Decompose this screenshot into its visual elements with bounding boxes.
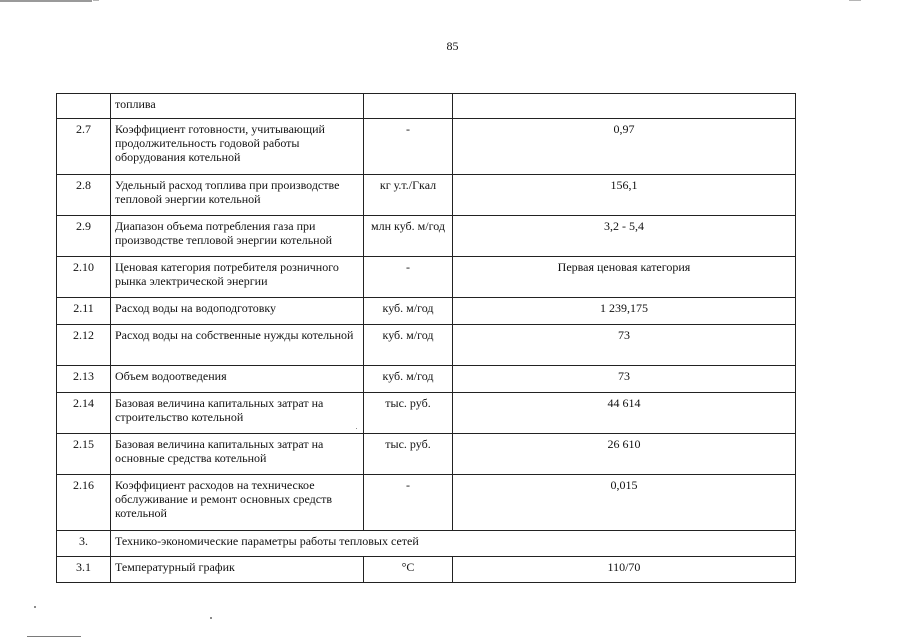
unit: кг у.т./Гкал: [364, 175, 453, 216]
row-number: 2.12: [57, 325, 111, 366]
table-row: [57, 119, 796, 175]
parameter-name: Удельный расход топлива при производстве тепловой энергии котельной: [111, 175, 364, 216]
row-number: 2.16: [57, 475, 111, 531]
value: 0,97: [453, 119, 796, 175]
value: 1 239,175: [453, 298, 796, 325]
unit: тыс. руб.: [364, 393, 453, 434]
unit: куб. м/год: [364, 325, 453, 366]
table-row: [57, 434, 796, 475]
section-title: Технико-экономические параметры работы тепловых сетей: [111, 531, 796, 557]
table-row: [57, 393, 796, 434]
row-number: 2.13: [57, 366, 111, 393]
unit: -: [364, 119, 453, 175]
row-number: 2.15: [57, 434, 111, 475]
parameter-name: Диапазон объема потребления газа при производстве тепловой энергии котельной: [111, 216, 364, 257]
scan-speck: [210, 617, 212, 619]
row-number: 2.11: [57, 298, 111, 325]
unit: -: [364, 257, 453, 298]
unit: тыс. руб.: [364, 434, 453, 475]
table-row: [57, 475, 796, 531]
scan-edge-mark: [0, 0, 92, 2]
scan-edge-mark: [849, 0, 861, 1]
parameter-name: Расход воды на собственные нужды котельной: [111, 325, 364, 366]
parameter-name: Расход воды на водоподготовку: [111, 298, 364, 325]
parameter-name: топлива: [111, 94, 364, 119]
row-number: 2.9: [57, 216, 111, 257]
row-number: 2.10: [57, 257, 111, 298]
unit: куб. м/год: [364, 298, 453, 325]
parameter-name: Ценовая категория потребителя розничного рынка электрической энергии: [111, 257, 364, 298]
parameter-name: Температурный график: [111, 557, 364, 583]
unit: млн куб. м/год: [364, 216, 453, 257]
section-header-row: [57, 531, 796, 557]
parameter-name: Базовая величина капитальных затрат на строительство котельной: [111, 393, 364, 434]
row-number: 2.14: [57, 393, 111, 434]
table-row: [57, 216, 796, 257]
value: [453, 94, 796, 119]
unit: -: [364, 475, 453, 531]
value: 156,1: [453, 175, 796, 216]
table-row: [57, 94, 796, 119]
row-number: 2.8: [57, 175, 111, 216]
unit: куб. м/год: [364, 366, 453, 393]
parameter-name: Объем водоотведения: [111, 366, 364, 393]
table-row: [57, 325, 796, 366]
table-row: [57, 557, 796, 583]
scan-speck: [34, 606, 36, 608]
value: 0,015: [453, 475, 796, 531]
unit: [364, 94, 453, 119]
table-row: [57, 175, 796, 216]
page-number: 85: [446, 39, 459, 53]
value: 73: [453, 366, 796, 393]
value: 3,2 - 5,4: [453, 216, 796, 257]
value: 73: [453, 325, 796, 366]
scan-edge-mark: [93, 0, 99, 1]
unit: °С: [364, 557, 453, 583]
parameter-name: Коэффициент готовности, учитывающий продолжительность годовой работы оборудования котельной: [111, 119, 364, 175]
value: 44 614: [453, 393, 796, 434]
row-number: 3.1: [57, 557, 111, 583]
value: 110/70: [453, 557, 796, 583]
row-number: 2.7: [57, 119, 111, 175]
table-row: [57, 257, 796, 298]
parameter-name: Базовая величина капитальных затрат на основные средства котельной: [111, 434, 364, 475]
table-row: [57, 366, 796, 393]
table-row: [57, 298, 796, 325]
parameters-table: [56, 93, 796, 583]
scan-edge-mark: [27, 636, 81, 637]
section-number: 3.: [57, 531, 111, 557]
parameter-name: Коэффициент расходов на техническое обслуживание и ремонт основных средств котельной: [111, 475, 364, 531]
value: Первая ценовая категория: [453, 257, 796, 298]
row-number: [57, 94, 111, 119]
value: 26 610: [453, 434, 796, 475]
